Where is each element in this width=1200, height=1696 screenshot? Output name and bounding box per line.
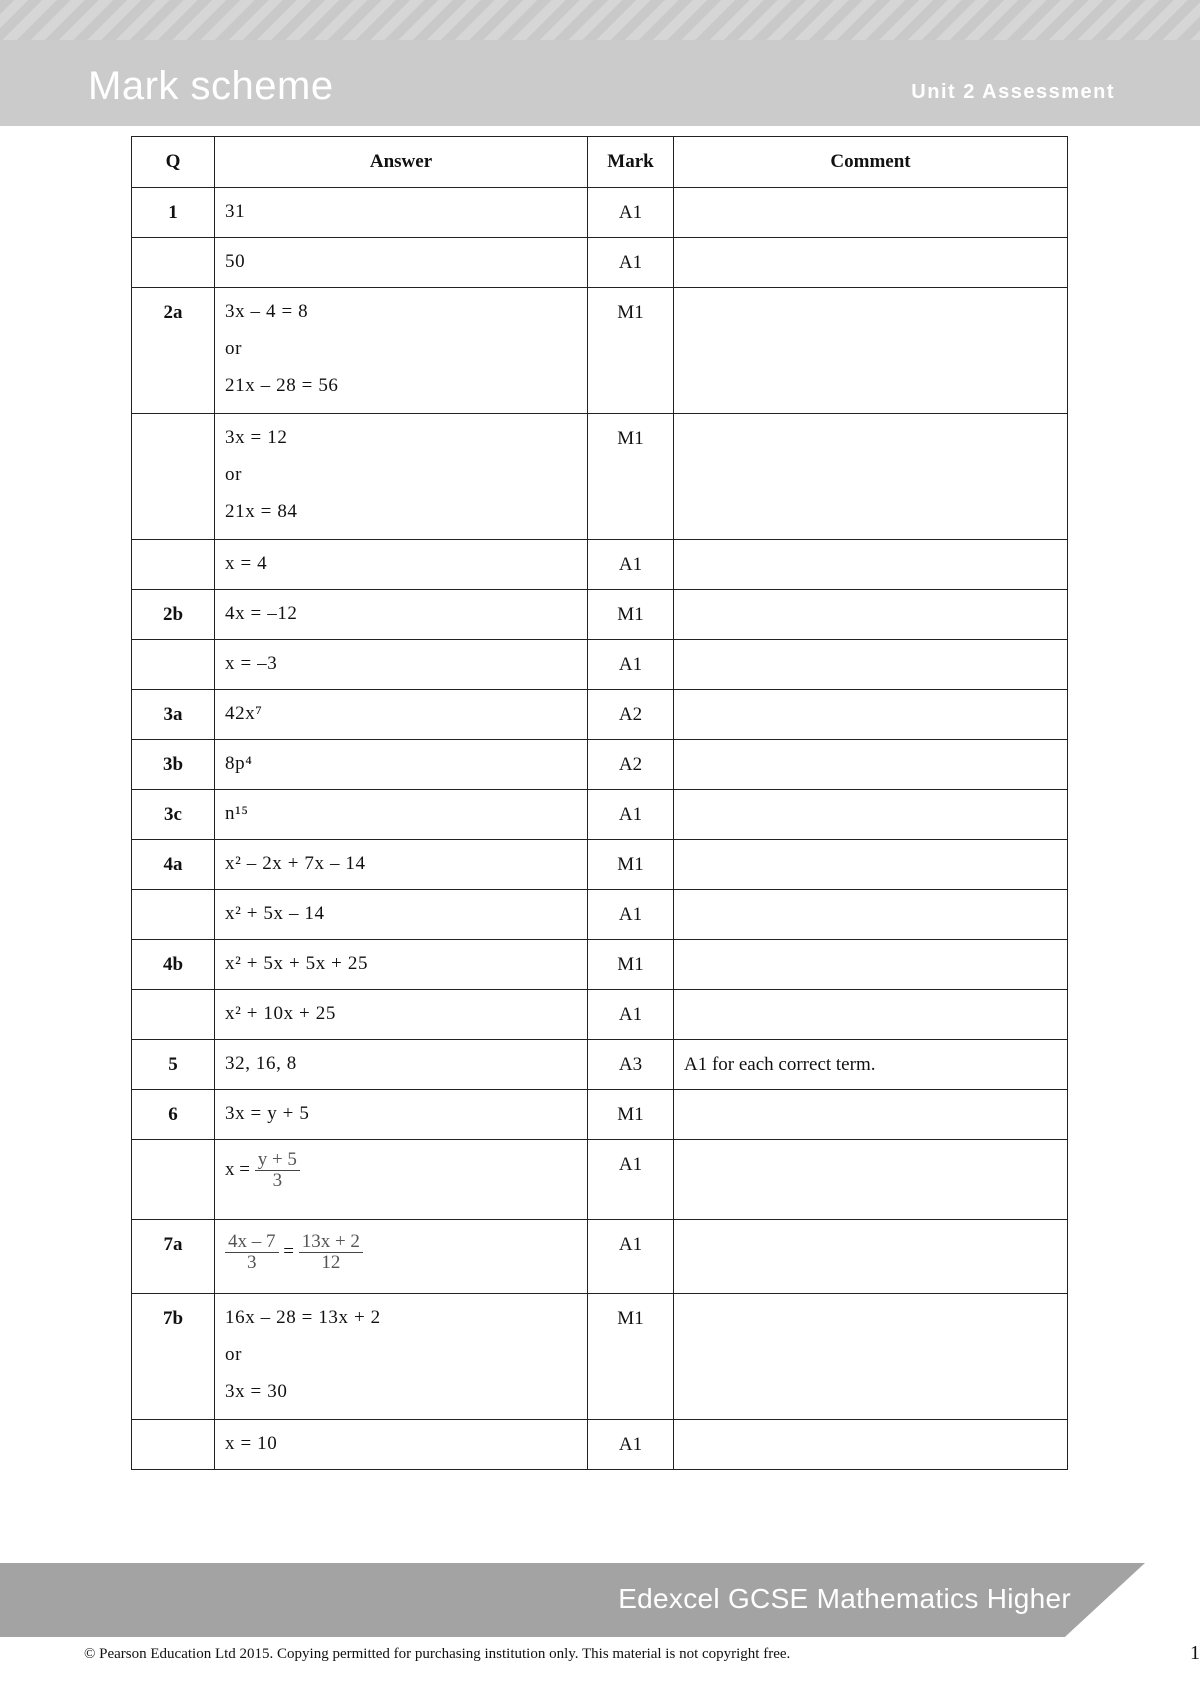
answer-cell: x = 4 [215,540,588,590]
comment-cell [674,1420,1068,1470]
comment-cell [674,940,1068,990]
table-row [132,940,1068,990]
fraction-numerator: 4x – 7 [225,1232,279,1253]
table-row [132,238,1068,288]
comment-cell [674,990,1068,1040]
answer-cell: x² – 2x + 7x – 14 [215,840,588,890]
question-cell [132,640,215,690]
answer-cell: 3x = 12 or 21x = 84 [215,414,588,540]
answer-cell: x² + 5x + 5x + 25 [215,940,588,990]
fraction-numerator: 13x + 2 [299,1232,363,1253]
comment-cell [674,288,1068,414]
comment-cell [674,790,1068,840]
table-row [132,690,1068,740]
mark-cell: A1 [588,238,674,288]
question-cell [132,540,215,590]
answer-cell: 32, 16, 8 [215,1040,588,1090]
fraction [299,1232,363,1273]
answer-cell: 3x = y + 5 [215,1090,588,1140]
fraction-denominator: 3 [272,1170,283,1191]
mark-scheme-table [131,136,1068,1470]
question-cell: 3c [132,790,215,840]
answer-cell: 50 [215,238,588,288]
column-header-mark: Mark [588,137,674,188]
table-header-row [132,137,1068,188]
mark-cell: M1 [588,590,674,640]
question-cell [132,1140,215,1220]
comment-cell [674,238,1068,288]
question-cell: 3a [132,690,215,740]
comment-cell [674,1090,1068,1140]
copyright-notice: © Pearson Education Ltd 2015. Copying permitted for purchasing institution only. This material is not copyright free. [84,1646,791,1662]
question-cell [132,1420,215,1470]
mark-cell: A1 [588,790,674,840]
comment-cell [674,1220,1068,1294]
question-cell [132,414,215,540]
question-cell: 3b [132,740,215,790]
fraction [255,1150,300,1191]
mark-cell: A1 [588,640,674,690]
mark-cell: M1 [588,940,674,990]
answer-cell [215,1220,588,1294]
table-row [132,590,1068,640]
table-row [132,740,1068,790]
table-row [132,1140,1068,1220]
column-header-comment: Comment [674,137,1068,188]
mark-cell: M1 [588,1294,674,1420]
mark-cell: A1 [588,1420,674,1470]
comment-cell [674,1140,1068,1220]
table-row [132,1220,1068,1294]
mark-cell: A3 [588,1040,674,1090]
column-header-q: Q [132,137,215,188]
table-row [132,990,1068,1040]
answer-cell: 42x⁷ [215,690,588,740]
mark-cell: A1 [588,890,674,940]
table-row [132,288,1068,414]
mark-cell: A1 [588,540,674,590]
fraction-numerator: y + 5 [255,1150,300,1171]
table-row [132,188,1068,238]
unit-label: Unit 2 Assessment [911,81,1115,103]
question-cell: 2a [132,288,215,414]
answer-cell: n¹⁵ [215,790,588,840]
comment-cell [674,890,1068,940]
question-cell: 2b [132,590,215,640]
answer-cell: x = –3 [215,640,588,690]
answer-cell: x² + 5x – 14 [215,890,588,940]
answer-cell: x = 10 [215,1420,588,1470]
question-cell: 7b [132,1294,215,1420]
answer-cell [215,1140,588,1220]
comment-cell: A1 for each correct term. [674,1040,1068,1090]
fraction-denominator: 12 [321,1252,341,1273]
mark-cell: M1 [588,414,674,540]
mark-cell: A1 [588,990,674,1040]
mark-cell: M1 [588,1090,674,1140]
question-cell [132,990,215,1040]
comment-cell [674,740,1068,790]
comment-cell [674,840,1068,890]
equals-sign: = [283,1240,294,1262]
fraction [225,1232,279,1273]
mark-cell: A1 [588,1140,674,1220]
mark-cell: A1 [588,1220,674,1294]
answer-cell: 4x = –12 [215,590,588,640]
question-cell: 1 [132,188,215,238]
fraction-denominator: 3 [247,1252,257,1273]
mark-cell: A2 [588,740,674,790]
page-number: 1 [1190,1642,1200,1664]
question-cell: 5 [132,1040,215,1090]
answer-cell: x² + 10x + 25 [215,990,588,1040]
table-row [132,640,1068,690]
answer-cell: 31 [215,188,588,238]
table-row [132,414,1068,540]
mark-cell: M1 [588,840,674,890]
column-header-answer: Answer [215,137,588,188]
table-row [132,540,1068,590]
comment-cell [674,414,1068,540]
question-cell: 4b [132,940,215,990]
table-row [132,1420,1068,1470]
footer-title: Edexcel GCSE Mathematics Higher [618,1583,1071,1614]
mark-cell: A1 [588,188,674,238]
table-row [132,1294,1068,1420]
mark-cell: A2 [588,690,674,740]
question-cell: 7a [132,1220,215,1294]
comment-cell [674,540,1068,590]
answer-cell: 3x – 4 = 8 or 21x – 28 = 56 [215,288,588,414]
comment-cell [674,690,1068,740]
answer-cell: 8p⁴ [215,740,588,790]
comment-cell [674,590,1068,640]
table-row [132,840,1068,890]
mark-cell: M1 [588,288,674,414]
comment-cell [674,640,1068,690]
table-row [132,1090,1068,1140]
question-cell: 6 [132,1090,215,1140]
table-row [132,890,1068,940]
page-title: Mark scheme [88,64,334,108]
answer-prefix: x = [225,1158,250,1180]
question-cell [132,238,215,288]
answer-cell: 16x – 28 = 13x + 2 or 3x = 30 [215,1294,588,1420]
question-cell [132,890,215,940]
comment-cell [674,188,1068,238]
comment-cell [674,1294,1068,1420]
table-row [132,790,1068,840]
table-row [132,1040,1068,1090]
header-band [0,0,1200,126]
question-cell: 4a [132,840,215,890]
